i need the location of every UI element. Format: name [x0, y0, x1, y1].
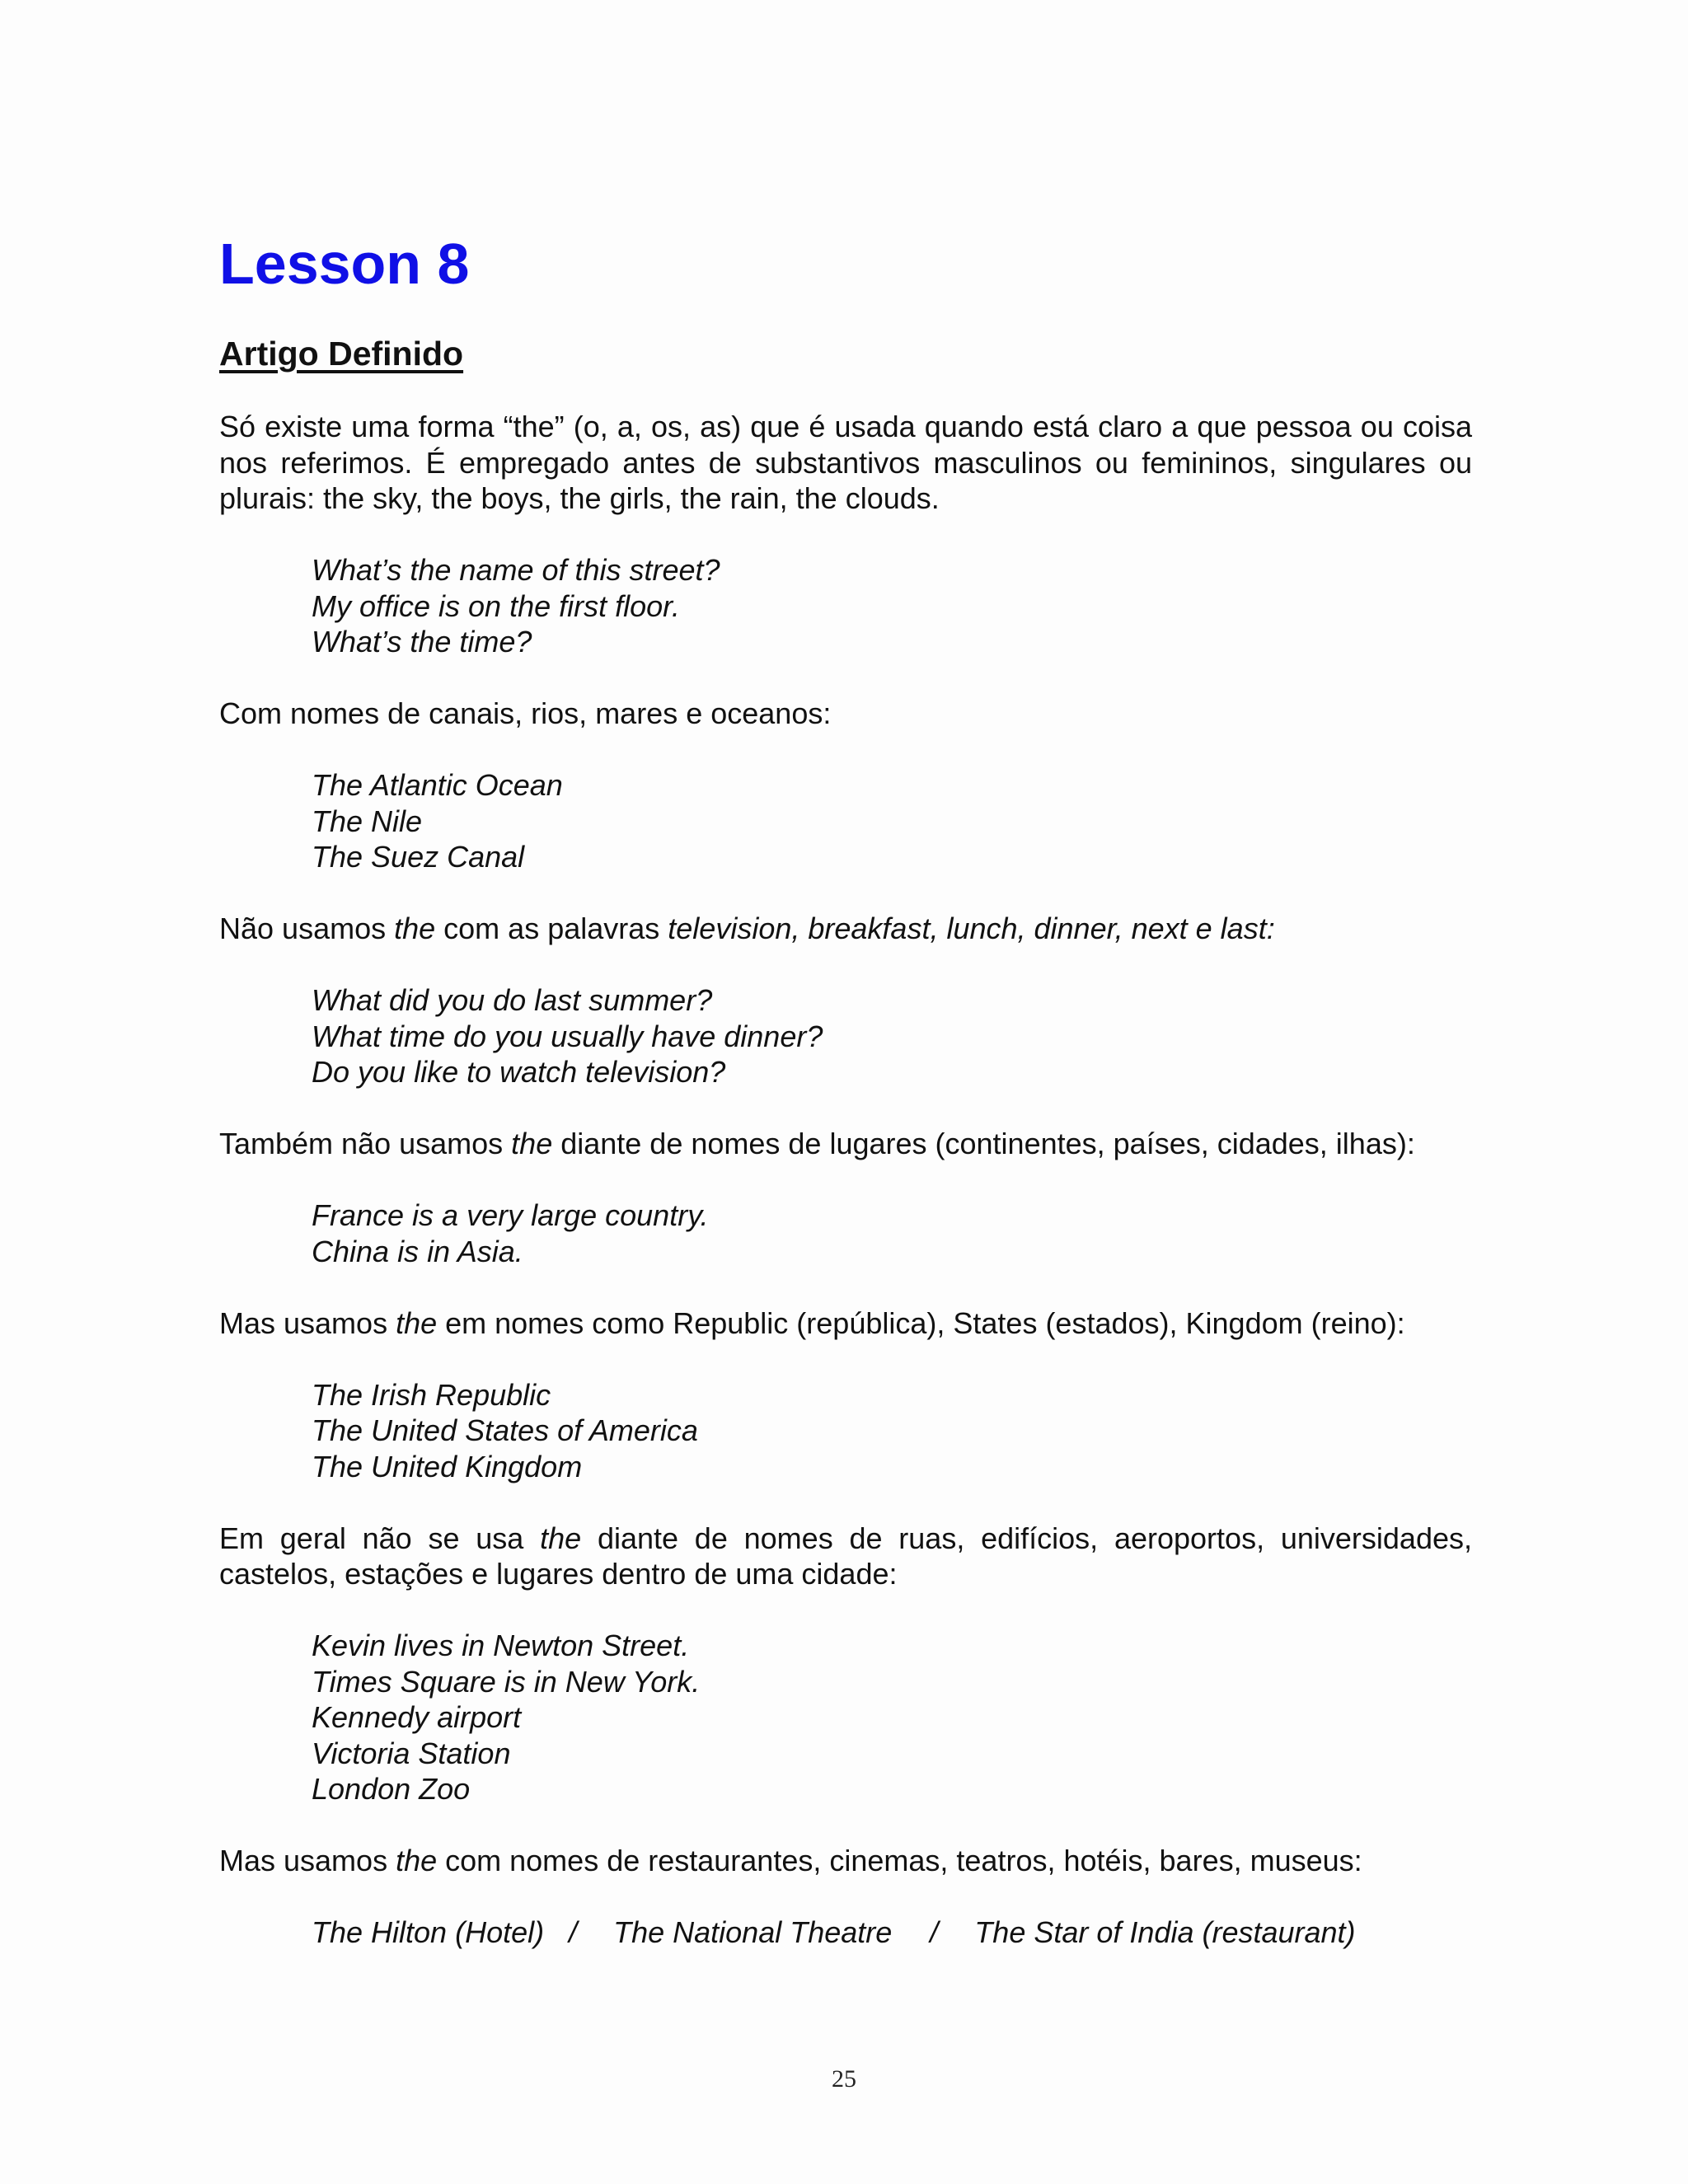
example-list-3	[312, 982, 1472, 1090]
paragraph-4	[219, 1126, 1472, 1162]
text-segment: com nomes de restaurantes, cinemas, teatros, hotéis, bares, museus:	[437, 1844, 1362, 1877]
separator-slash: /	[930, 1915, 939, 1949]
example-item: What’s the time?	[312, 625, 532, 658]
example-item: The Suez Canal	[312, 840, 525, 874]
example-item: The Hilton (Hotel)	[312, 1915, 545, 1949]
example-list-2	[312, 767, 1472, 875]
paragraph-5	[219, 1305, 1472, 1342]
example-item: Times Square is in New York.	[312, 1664, 701, 1699]
page-content	[219, 231, 1472, 1951]
emphasis-the: the	[396, 1305, 438, 1340]
example-item: What’s the name of this street?	[312, 553, 720, 587]
emphasis-words: television, breakfast, lunch, dinner, next e last:	[668, 912, 1275, 945]
section-title: Artigo Definido	[219, 335, 464, 373]
paragraph-3	[219, 911, 1472, 947]
example-list-5	[312, 1377, 1472, 1485]
example-item: The United Kingdom	[312, 1449, 583, 1483]
example-item: London Zoo	[312, 1772, 471, 1806]
text-segment: diante de nomes de lugares (continentes, países, cidades, ilhas):	[552, 1127, 1415, 1160]
example-item: The Star of India (restaurant)	[974, 1915, 1356, 1949]
emphasis-the: the	[540, 1521, 582, 1555]
example-item: France is a very large country.	[312, 1198, 709, 1232]
inline-example-row	[312, 1915, 1472, 1951]
example-item: Do you like to watch television?	[312, 1055, 726, 1089]
page-number: 25	[832, 2065, 856, 2093]
example-list-1	[312, 552, 1472, 660]
example-item: Victoria Station	[312, 1736, 511, 1770]
example-item: What did you do last summer?	[312, 983, 713, 1017]
paragraph-7	[219, 1843, 1472, 1879]
example-item: The National Theatre	[613, 1915, 893, 1949]
example-item: Kevin lives in Newton Street.	[312, 1629, 690, 1662]
text-segment: diante de nomes de ruas, edifícios, aeroportos, universidades, castelos, estações e lugares dentro de uma cidade:	[219, 1521, 1472, 1591]
separator-slash: /	[569, 1915, 578, 1949]
text-segment: Também não usamos	[219, 1127, 512, 1160]
text-segment: Em geral não se usa	[219, 1521, 541, 1555]
emphasis-the: the	[394, 912, 436, 945]
intro-paragraph: Só existe uma forma “the” (o, a, os, as) que é usada quando está claro a que pessoa ou coisa nos referimos. É empregado antes de substantivos masculinos ou femininos, singulares ou plurais: the sky, the boys, the girls, the rain, the clouds.	[219, 410, 1472, 515]
example-item: What time do you usually have dinner?	[312, 1019, 823, 1053]
example-item: China is in Asia.	[312, 1234, 523, 1268]
text-segment: com as palavras	[435, 912, 668, 945]
example-item: The United States of America	[312, 1413, 698, 1447]
text-segment: Não usamos	[219, 912, 395, 945]
example-item: My office is on the first floor.	[312, 588, 680, 623]
example-list-4	[312, 1197, 1472, 1269]
text-segment: Mas usamos	[219, 1844, 396, 1877]
example-item: The Nile	[312, 804, 423, 838]
text-segment: em nomes como Republic (república), States (estados), Kingdom (reino):	[437, 1305, 1405, 1340]
example-item: The Atlantic Ocean	[312, 768, 563, 802]
text-segment: Mas usamos	[219, 1305, 396, 1340]
paragraph-2: Com nomes de canais, rios, mares e oceanos:	[219, 696, 832, 730]
example-item: The Irish Republic	[312, 1377, 551, 1412]
example-list-6	[312, 1628, 1472, 1807]
example-item: Kennedy airport	[312, 1700, 522, 1734]
emphasis-the: the	[511, 1127, 553, 1160]
lesson-title: Lesson 8	[219, 232, 470, 296]
paragraph-6	[219, 1521, 1472, 1592]
emphasis-the: the	[396, 1844, 438, 1877]
